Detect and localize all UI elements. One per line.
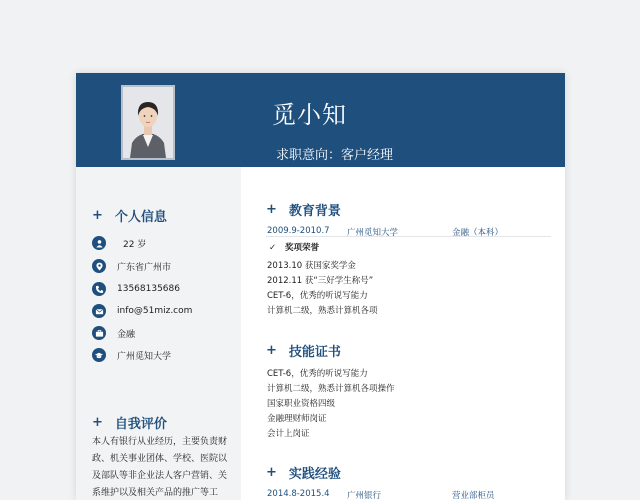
plus-icon: +	[266, 202, 277, 217]
job-intent: 求职意向：客户经理	[276, 148, 394, 163]
honor-item: 2013.10 获国家奖学金	[267, 261, 356, 271]
info-email: info@51miz.com	[92, 304, 192, 318]
info-school: 广州觅知大学	[92, 348, 171, 362]
skill-item: 金融理财师岗证	[267, 414, 327, 424]
check-icon: ✓	[269, 243, 277, 253]
info-industry: 金融	[92, 326, 135, 340]
experience-period: 2014.8-2015.4	[267, 489, 330, 499]
graduation-icon	[92, 348, 106, 362]
user-icon	[92, 236, 106, 250]
skill-item: 国家职业资格四级	[267, 399, 336, 409]
education-period: 2009.9-2010.7	[267, 226, 330, 236]
skill-item: CET-6，优秀的听说写能力	[267, 369, 368, 379]
mail-icon	[92, 304, 106, 318]
honor-item: 2012.11 获“三好学生称号”	[267, 276, 374, 286]
resume-header	[76, 73, 565, 167]
divider	[266, 236, 551, 237]
briefcase-icon	[92, 326, 106, 340]
resume-sheet	[76, 73, 565, 500]
plus-icon: +	[92, 415, 103, 430]
honor-item: 计算机二级，熟悉计算机各项	[267, 306, 378, 316]
education-major: 金融（本科）	[452, 228, 504, 238]
phone-icon	[92, 282, 106, 296]
honor-item: CET-6，优秀的听说写能力	[267, 291, 368, 301]
info-age: 22 岁	[92, 236, 146, 250]
education-heading: + 教育背景	[266, 202, 341, 219]
experience-company: 广州银行	[347, 491, 382, 500]
self-eval-text: 本人有银行从业经历，主要负责财政、机关事业团体、学校、医院以及部队等非企业法人客户营销、关系维护以及相关产品的推广等工	[92, 437, 228, 498]
location-icon	[92, 259, 106, 273]
skills-heading: + 技能证书	[266, 343, 341, 360]
profile-photo	[121, 85, 175, 160]
plus-icon: +	[266, 465, 277, 480]
experience-heading: + 实践经验	[266, 465, 341, 482]
plus-icon: +	[92, 208, 103, 223]
personal-info-heading: + 个人信息	[92, 208, 167, 225]
honors-heading: ✓ 奖项荣誉	[269, 243, 320, 253]
info-location: 广东省广州市	[92, 259, 171, 273]
info-phone: 13568135686	[92, 282, 180, 296]
experience-role: 营业部柜员	[452, 491, 495, 500]
candidate-name: 觅小知	[272, 101, 347, 129]
self-eval-heading: + 自我评价	[92, 415, 167, 432]
skill-item: 会计上岗证	[267, 429, 310, 439]
education-school: 广州觅知大学	[347, 228, 399, 238]
skill-item: 计算机二级，熟悉计算机各项操作	[267, 384, 395, 394]
plus-icon: +	[266, 343, 277, 358]
